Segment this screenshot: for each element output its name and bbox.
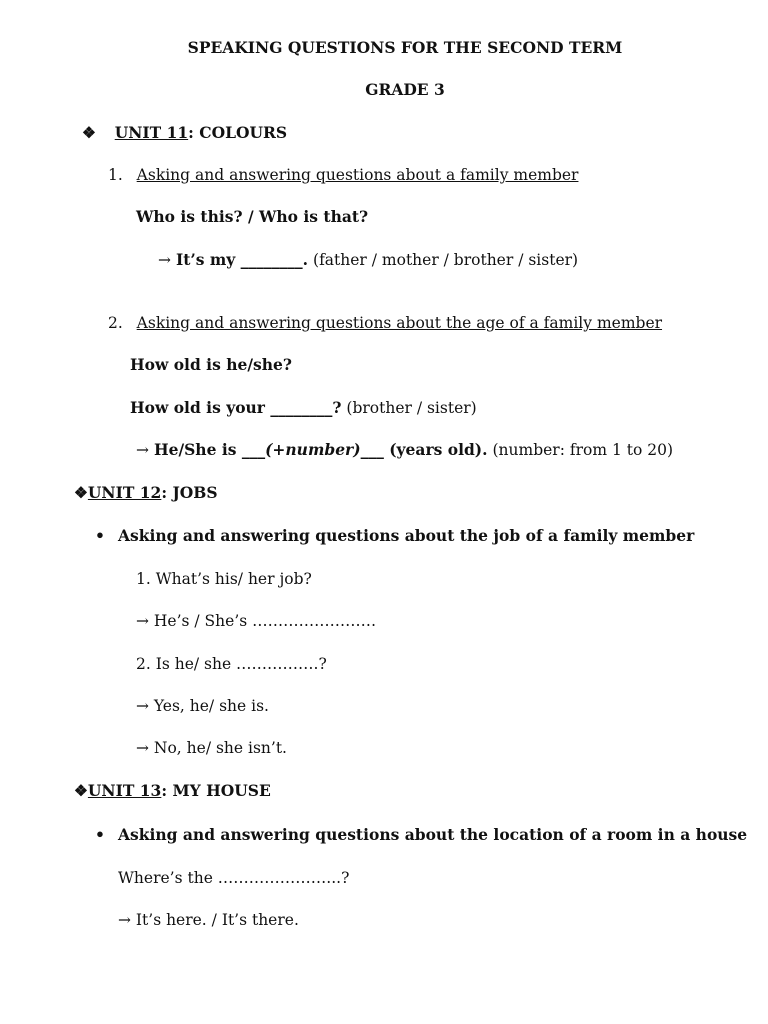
list-item: 1. What’s his/ her job? <box>136 570 312 588</box>
unit-13-topic: : MY HOUSE <box>161 781 271 800</box>
bullet-dot-icon: • <box>95 825 105 844</box>
list-item: → He’s / She’s …………………… <box>136 612 377 630</box>
list-item: 2. Is he/ she …………….? <box>136 655 327 673</box>
answer-note: (father / mother / brother / sister) <box>313 251 579 269</box>
unit-13-subheading <box>95 825 747 845</box>
document-title: SPEAKING QUESTIONS FOR THE SECOND TERM <box>187 38 623 57</box>
arrow-icon: → <box>136 441 149 459</box>
unit-12-topic: : JOBS <box>161 483 218 502</box>
diamond-bullet-icon: ❖ <box>82 123 96 142</box>
list-item: → No, he/ she isn’t. <box>136 739 287 757</box>
unit-11-item-2 <box>108 313 662 333</box>
unit-11-heading <box>82 123 287 143</box>
question-line <box>130 398 477 418</box>
answer-text-italic: (+number) <box>265 440 361 459</box>
answer-line <box>136 440 673 460</box>
answer-note: (number: from 1 to 20) <box>492 441 673 459</box>
grade-heading: GRADE 3 <box>365 80 445 99</box>
unit-12-label: UNIT 12 <box>87 483 162 502</box>
answer-text-part2: ___ (years old). <box>360 440 488 459</box>
answer-text: It’s my ________. <box>175 250 309 269</box>
list-item: Where’s the …………………...? <box>118 869 350 887</box>
question-line: Who is this? / Who is that? <box>136 207 369 226</box>
unit-11-label: UNIT 11 <box>114 123 189 142</box>
unit-13-heading <box>74 781 271 801</box>
diamond-bullet-icon: ❖ <box>74 781 88 800</box>
item-number: 2. <box>108 314 123 332</box>
unit-11-topic: : COLOURS <box>188 123 288 142</box>
item-heading: Asking and answering questions about a family member <box>136 166 579 184</box>
unit-11-item-1 <box>108 165 578 185</box>
answer-text-part1: He/She is ___ <box>153 440 266 459</box>
unit-12-heading <box>74 483 218 503</box>
question-line: How old is he/she? <box>130 355 292 374</box>
arrow-icon: → <box>158 251 171 269</box>
unit-13-label: UNIT 13 <box>87 781 162 800</box>
unit-12-subheading <box>95 526 694 546</box>
bullet-dot-icon: • <box>95 526 105 545</box>
diamond-bullet-icon: ❖ <box>74 483 88 502</box>
answer-line <box>158 250 578 270</box>
list-item: → It’s here. / It’s there. <box>118 911 299 929</box>
item-number: 1. <box>108 166 123 184</box>
list-item: → Yes, he/ she is. <box>136 697 269 715</box>
subheading-text: Asking and answering questions about the job of a family member <box>118 526 695 545</box>
subheading-text: Asking and answering questions about the location of a room in a house <box>118 825 748 844</box>
question-text: How old is your ________? <box>130 398 342 417</box>
question-note: (brother / sister) <box>346 399 477 417</box>
item-heading: Asking and answering questions about the age of a family member <box>136 314 663 332</box>
